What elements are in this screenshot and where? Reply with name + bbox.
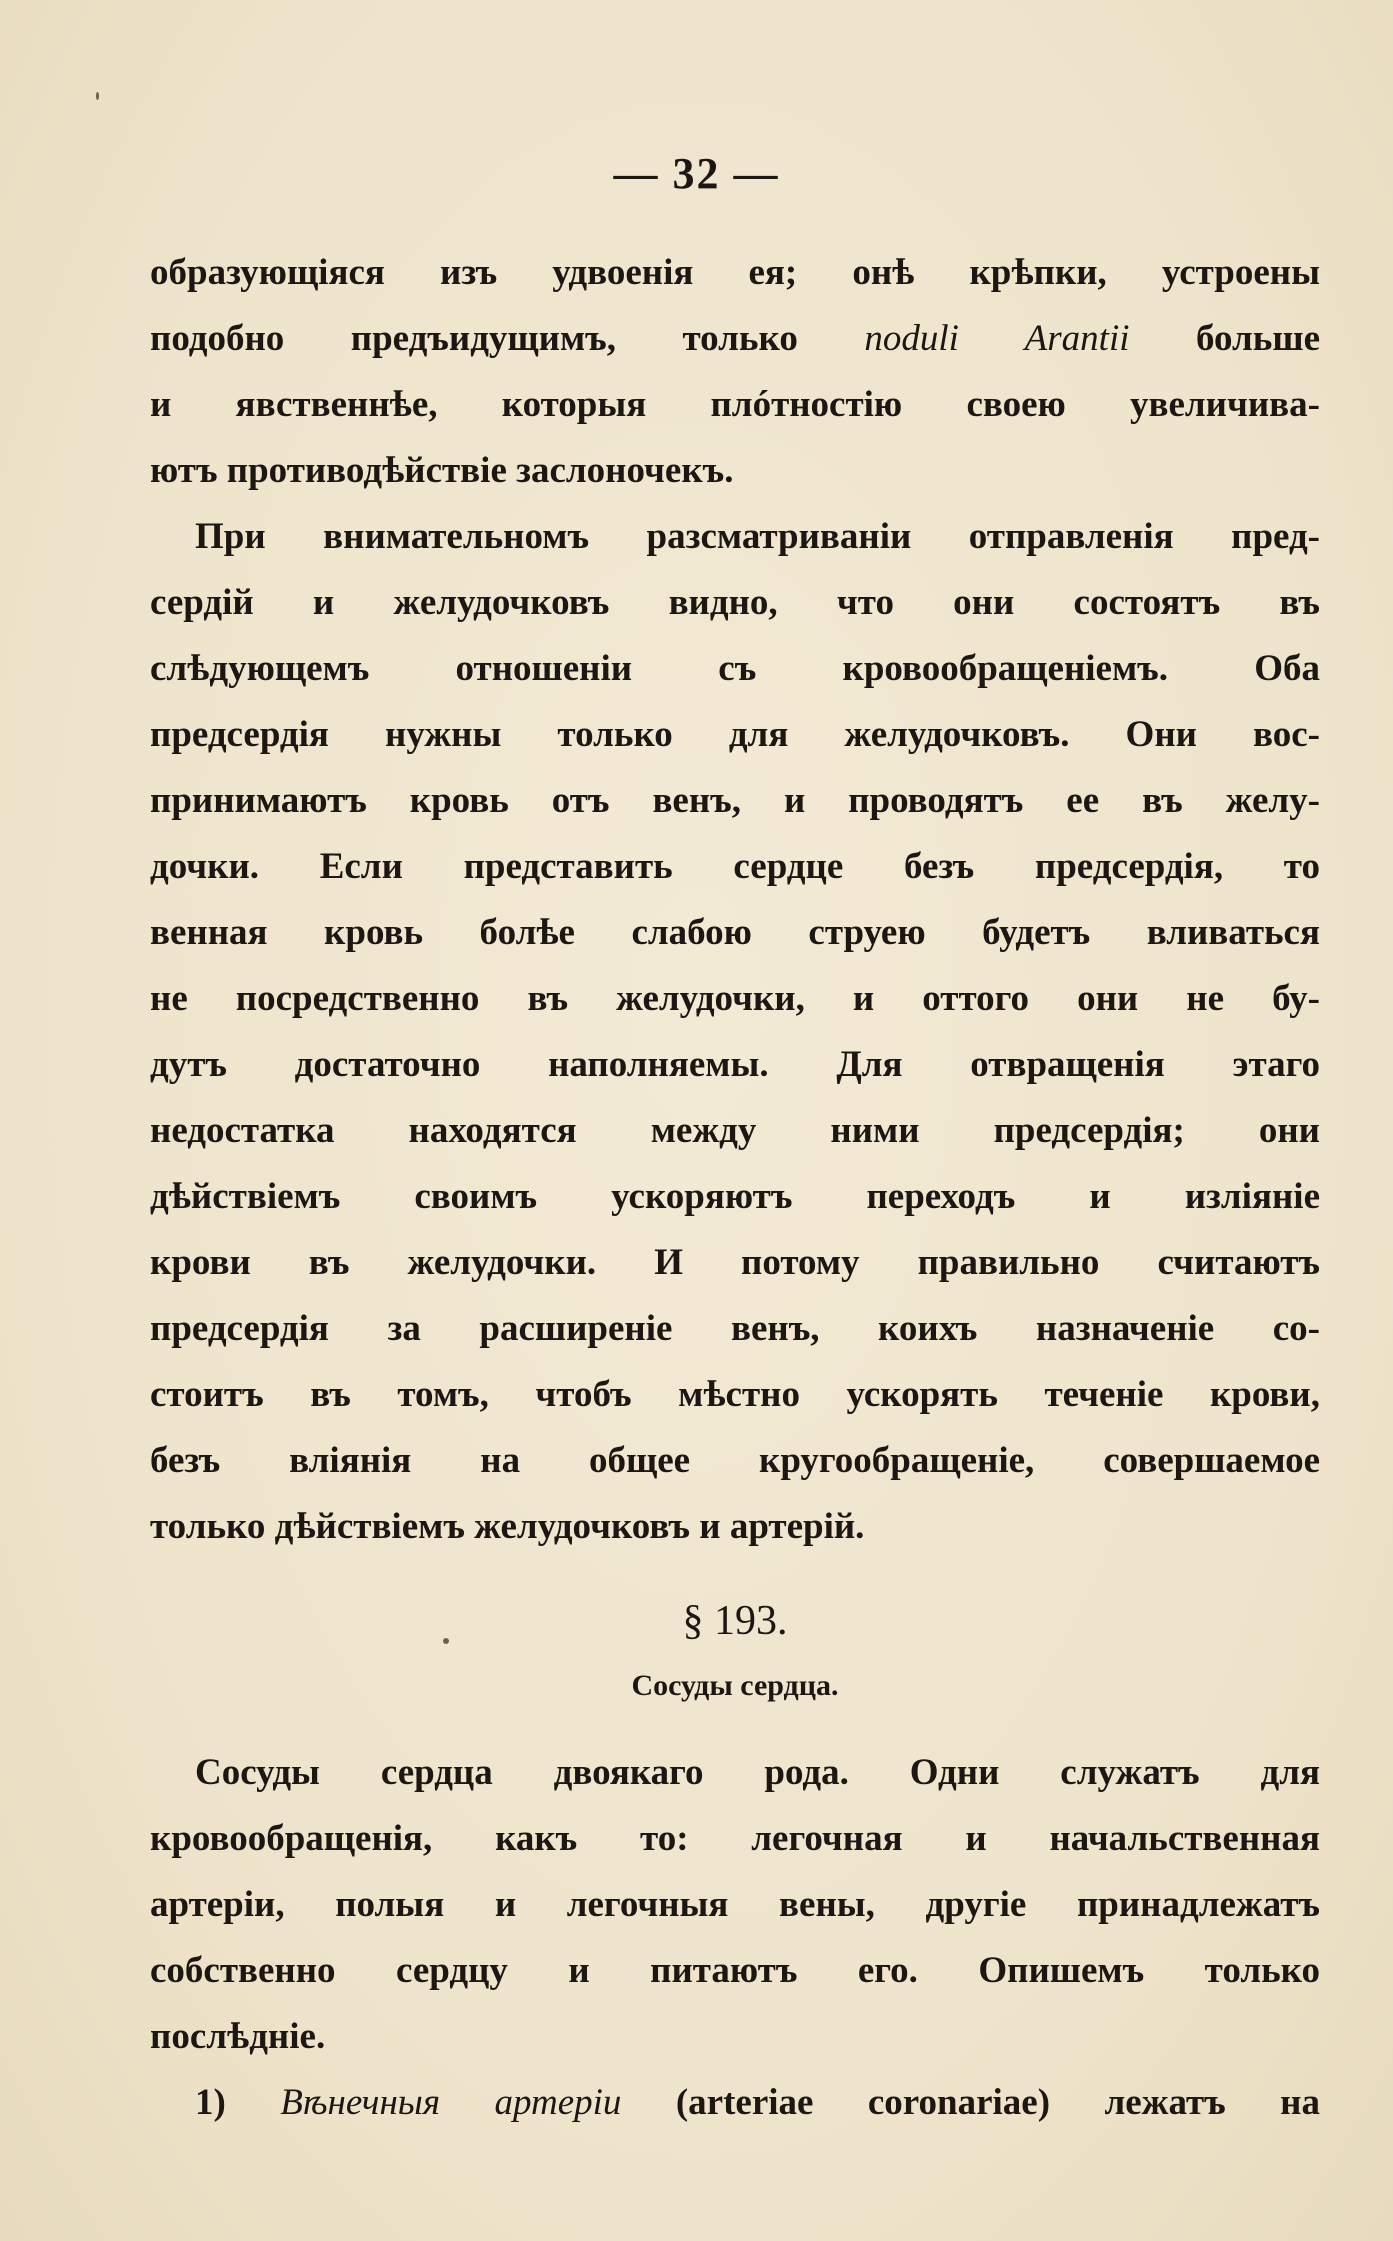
text-line xyxy=(150,306,1320,372)
text-fragment: больше xyxy=(1129,318,1320,359)
text-line: дутъ достаточно наполняемы. Для отвращенія этаго xyxy=(150,1044,1320,1085)
text-line: дочки. Если представить сердце безъ предсердія, то xyxy=(150,846,1320,887)
text-line: При внимательномъ разсматриваніи отправленія пред- xyxy=(195,516,1320,557)
text-line: предсердія нужны только для желудочковъ. Они вос- xyxy=(150,714,1320,755)
section-number: § 193. xyxy=(682,1598,788,1644)
text-line: сердій и желудочковъ видно, что они состоятъ въ xyxy=(150,582,1320,623)
text-line: дѣйствіемъ своимъ ускоряютъ переходъ и изліяніе xyxy=(150,1176,1320,1217)
text-line: венная кровь болѣе слабою струею будетъ вливаться xyxy=(150,912,1320,953)
text-column xyxy=(150,240,1320,2136)
latin-term: noduli Arantii xyxy=(864,318,1130,359)
text-fragment: подобно предъидущимъ, только xyxy=(150,318,865,359)
list-number: 1) xyxy=(195,2082,281,2123)
page-number: — 32 — xyxy=(613,149,780,198)
text-line: кровообращенія, какъ то: легочная и начальственная xyxy=(150,1818,1320,1859)
text-line: Сосуды сердца двоякаго рода. Одни служатъ для xyxy=(195,1752,1320,1793)
text-line: предсердія за расширеніе венъ, коихъ назначеніе со- xyxy=(150,1308,1320,1349)
text-line: только дѣйствіемъ желудочковъ и артерій. xyxy=(150,1506,865,1547)
text-line: собственно сердцу и питаютъ его. Опишемъ только xyxy=(150,1950,1320,1991)
text-line: ютъ противодѣйствіе заслоночекъ. xyxy=(150,450,734,491)
text-line xyxy=(150,2070,1320,2136)
text-line: принимаютъ кровь отъ венъ, и проводятъ ее въ желу- xyxy=(150,780,1320,821)
text-line: артеріи, полыя и легочныя вены, другіе принадлежатъ xyxy=(150,1884,1320,1925)
text-fragment: (arteriae coronariae) лежатъ на xyxy=(621,2082,1320,2123)
text-line: не посредственно въ желудочки, и оттого они не бу- xyxy=(150,978,1320,1019)
text-line: безъ вліянія на общее кругообращеніе, совершаемое xyxy=(150,1440,1320,1481)
text-line: крови въ желудочки. И потому правильно считаютъ xyxy=(150,1242,1320,1283)
text-line: образующіяся изъ удвоенія ея; онѣ крѣпки, устроены xyxy=(150,252,1320,293)
text-line: недостатка находятся между ними предсердія; они xyxy=(150,1110,1320,1151)
section-title: Сосуды сердца. xyxy=(631,1669,839,1702)
text-line: слѣдующемъ отношеніи съ кровообращеніемъ. Оба xyxy=(150,648,1320,689)
text-line: и явственнѣе, которыя плóтностію своею увеличива- xyxy=(150,384,1320,425)
text-line: послѣдніе. xyxy=(150,2016,326,2057)
text-line: стоитъ въ томъ, чтобъ мѣстно ускорять теченіе крови, xyxy=(150,1374,1320,1415)
italic-term: Вѣнечныя артеріи xyxy=(280,2082,622,2123)
ink-speck xyxy=(96,92,99,100)
